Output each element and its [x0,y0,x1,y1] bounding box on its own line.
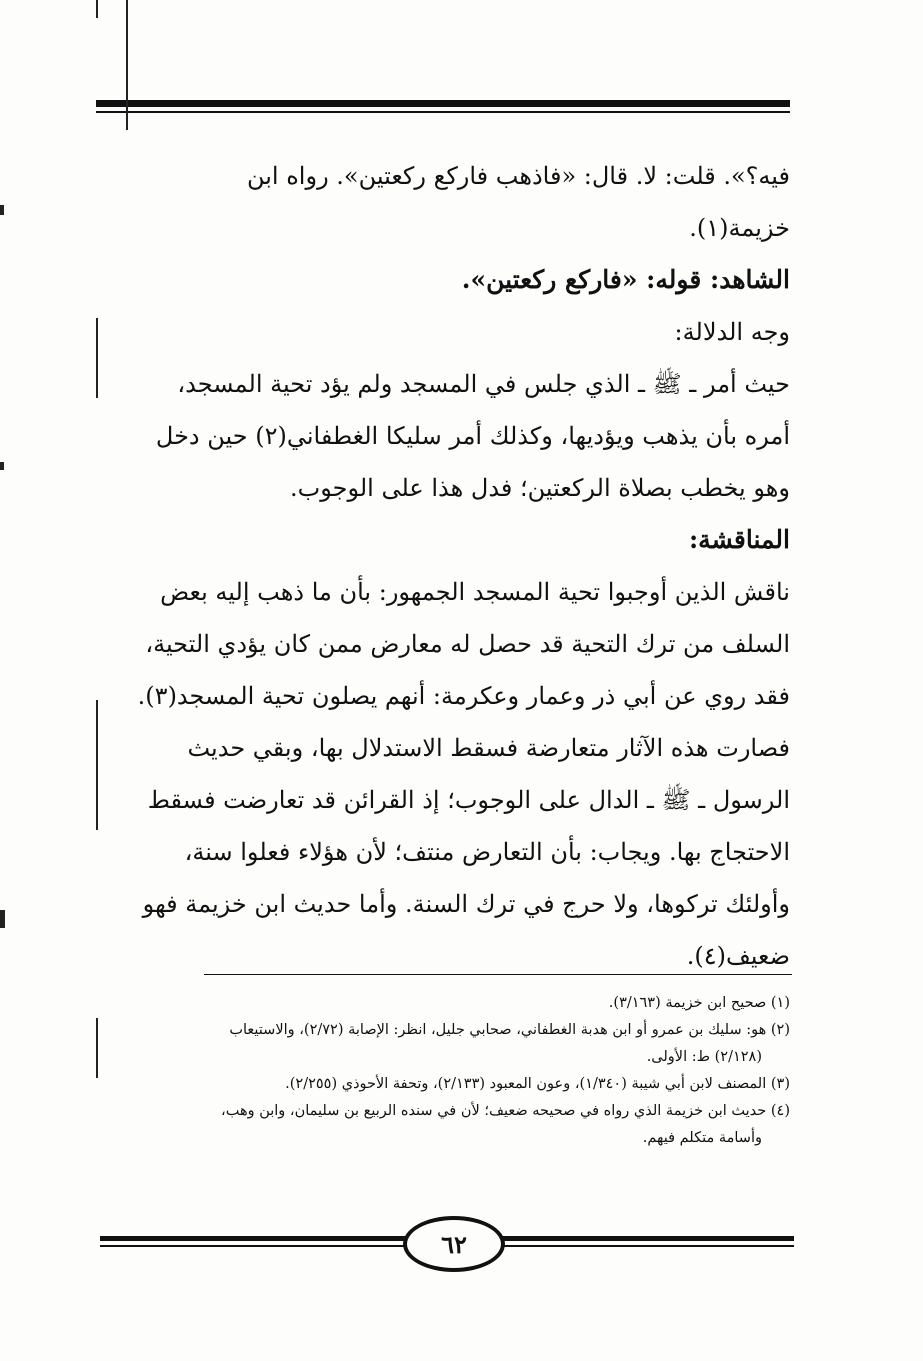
footer-rule-right-thick [497,1236,794,1241]
text-line: خزيمة(١). [689,214,790,242]
text-line: فصارت هذه الآثار متعارضة فسقط الاستدلال بها، وبقي حديث [187,734,790,762]
footnote-1: (١) صحيح ابن خزيمة (٣/١٦٣). [608,995,790,1011]
footnote-4-continued: وأسامة متكلم فيهم. [642,1130,762,1146]
footer-rule-right-thin [497,1245,794,1247]
footnote-2: (٢) هو: سليك بن عمرو أو ابن هدبة الغطفاني، صحابي جليل، انظر: الإصابة (٢/٧٢)، والاستيعاب [229,1022,790,1038]
text-line: وهو يخطب بصلاة الركعتين؛ فدل هذا على الوجوب. [289,474,790,502]
footnote-3: (٣) المصنف لابن أبي شيبة (١/٣٤٠)، وعون المعبود (٢/١٣٣)، وتحفة الأحوذي (٢/٢٥٥). [285,1076,790,1092]
section-heading-munaqasha: المناقشة: [688,525,790,554]
text-line: ناقش الذين أوجبوا تحية المسجد الجمهور: بأن ما ذهب إليه بعض [160,578,790,606]
scan-mark [126,0,128,130]
footer-rule-left-thin [100,1245,405,1247]
footnotes [96,990,790,1152]
scan-mark [0,910,5,928]
scan-mark [0,205,4,215]
text-line: الاحتجاج بها. ويجاب: بأن التعارض منتف؛ لأن هؤلاء فعلوا سنة، [184,838,790,866]
text-line: الرسول ـ ﷺ ـ الدال على الوجوب؛ إذ القرائن قد تعارضت فسقط [147,786,790,814]
scan-mark [0,462,4,470]
text-line: فيه؟». قلت: لا. قال: «فاذهب فاركع ركعتين». رواه ابن [246,162,790,190]
section-heading-shahid: الشاهد: قوله: «فاركع ركعتين». [461,265,790,294]
text-line: حيث أمر ـ ﷺ ـ الذي جلس في المسجد ولم يؤد تحية المسجد، [177,370,790,398]
text-line: فقد روي عن أبي ذر وعمار وعكرمة: أنهم يصلون تحية المسجد(٣). [137,682,790,710]
header-rule-thin [96,111,790,113]
text-line: وجه الدلالة: [674,318,790,346]
text-line: ضعيف(٤). [686,942,790,970]
text-line: السلف من ترك التحية قد حصل له معارض ممن كان يؤدي التحية، [145,630,790,658]
text-line: وأولئك تركوها، ولا حرج في ترك السنة. وأما حديث ابن خزيمة فهو [142,890,790,918]
text-line: أمره بأن يذهب ويؤديها، وكذلك أمر سليكا الغطفاني(٢) حين دخل [155,422,790,450]
footnote-2-continued: (٢/١٢٨) ط: الأولى. [646,1049,762,1065]
main-text [96,150,790,982]
header-rule-thick [96,100,790,107]
scan-mark [96,0,98,18]
footer-rule-left-thick [100,1236,405,1241]
footnote-4: (٤) حديث ابن خزيمة الذي رواه في صحيحه ضعيف؛ لأن في سنده الربيع بن سليمان، وابن وهب، [221,1103,790,1119]
footnote-separator [204,974,792,975]
page-number: ٦٢ [403,1216,505,1272]
